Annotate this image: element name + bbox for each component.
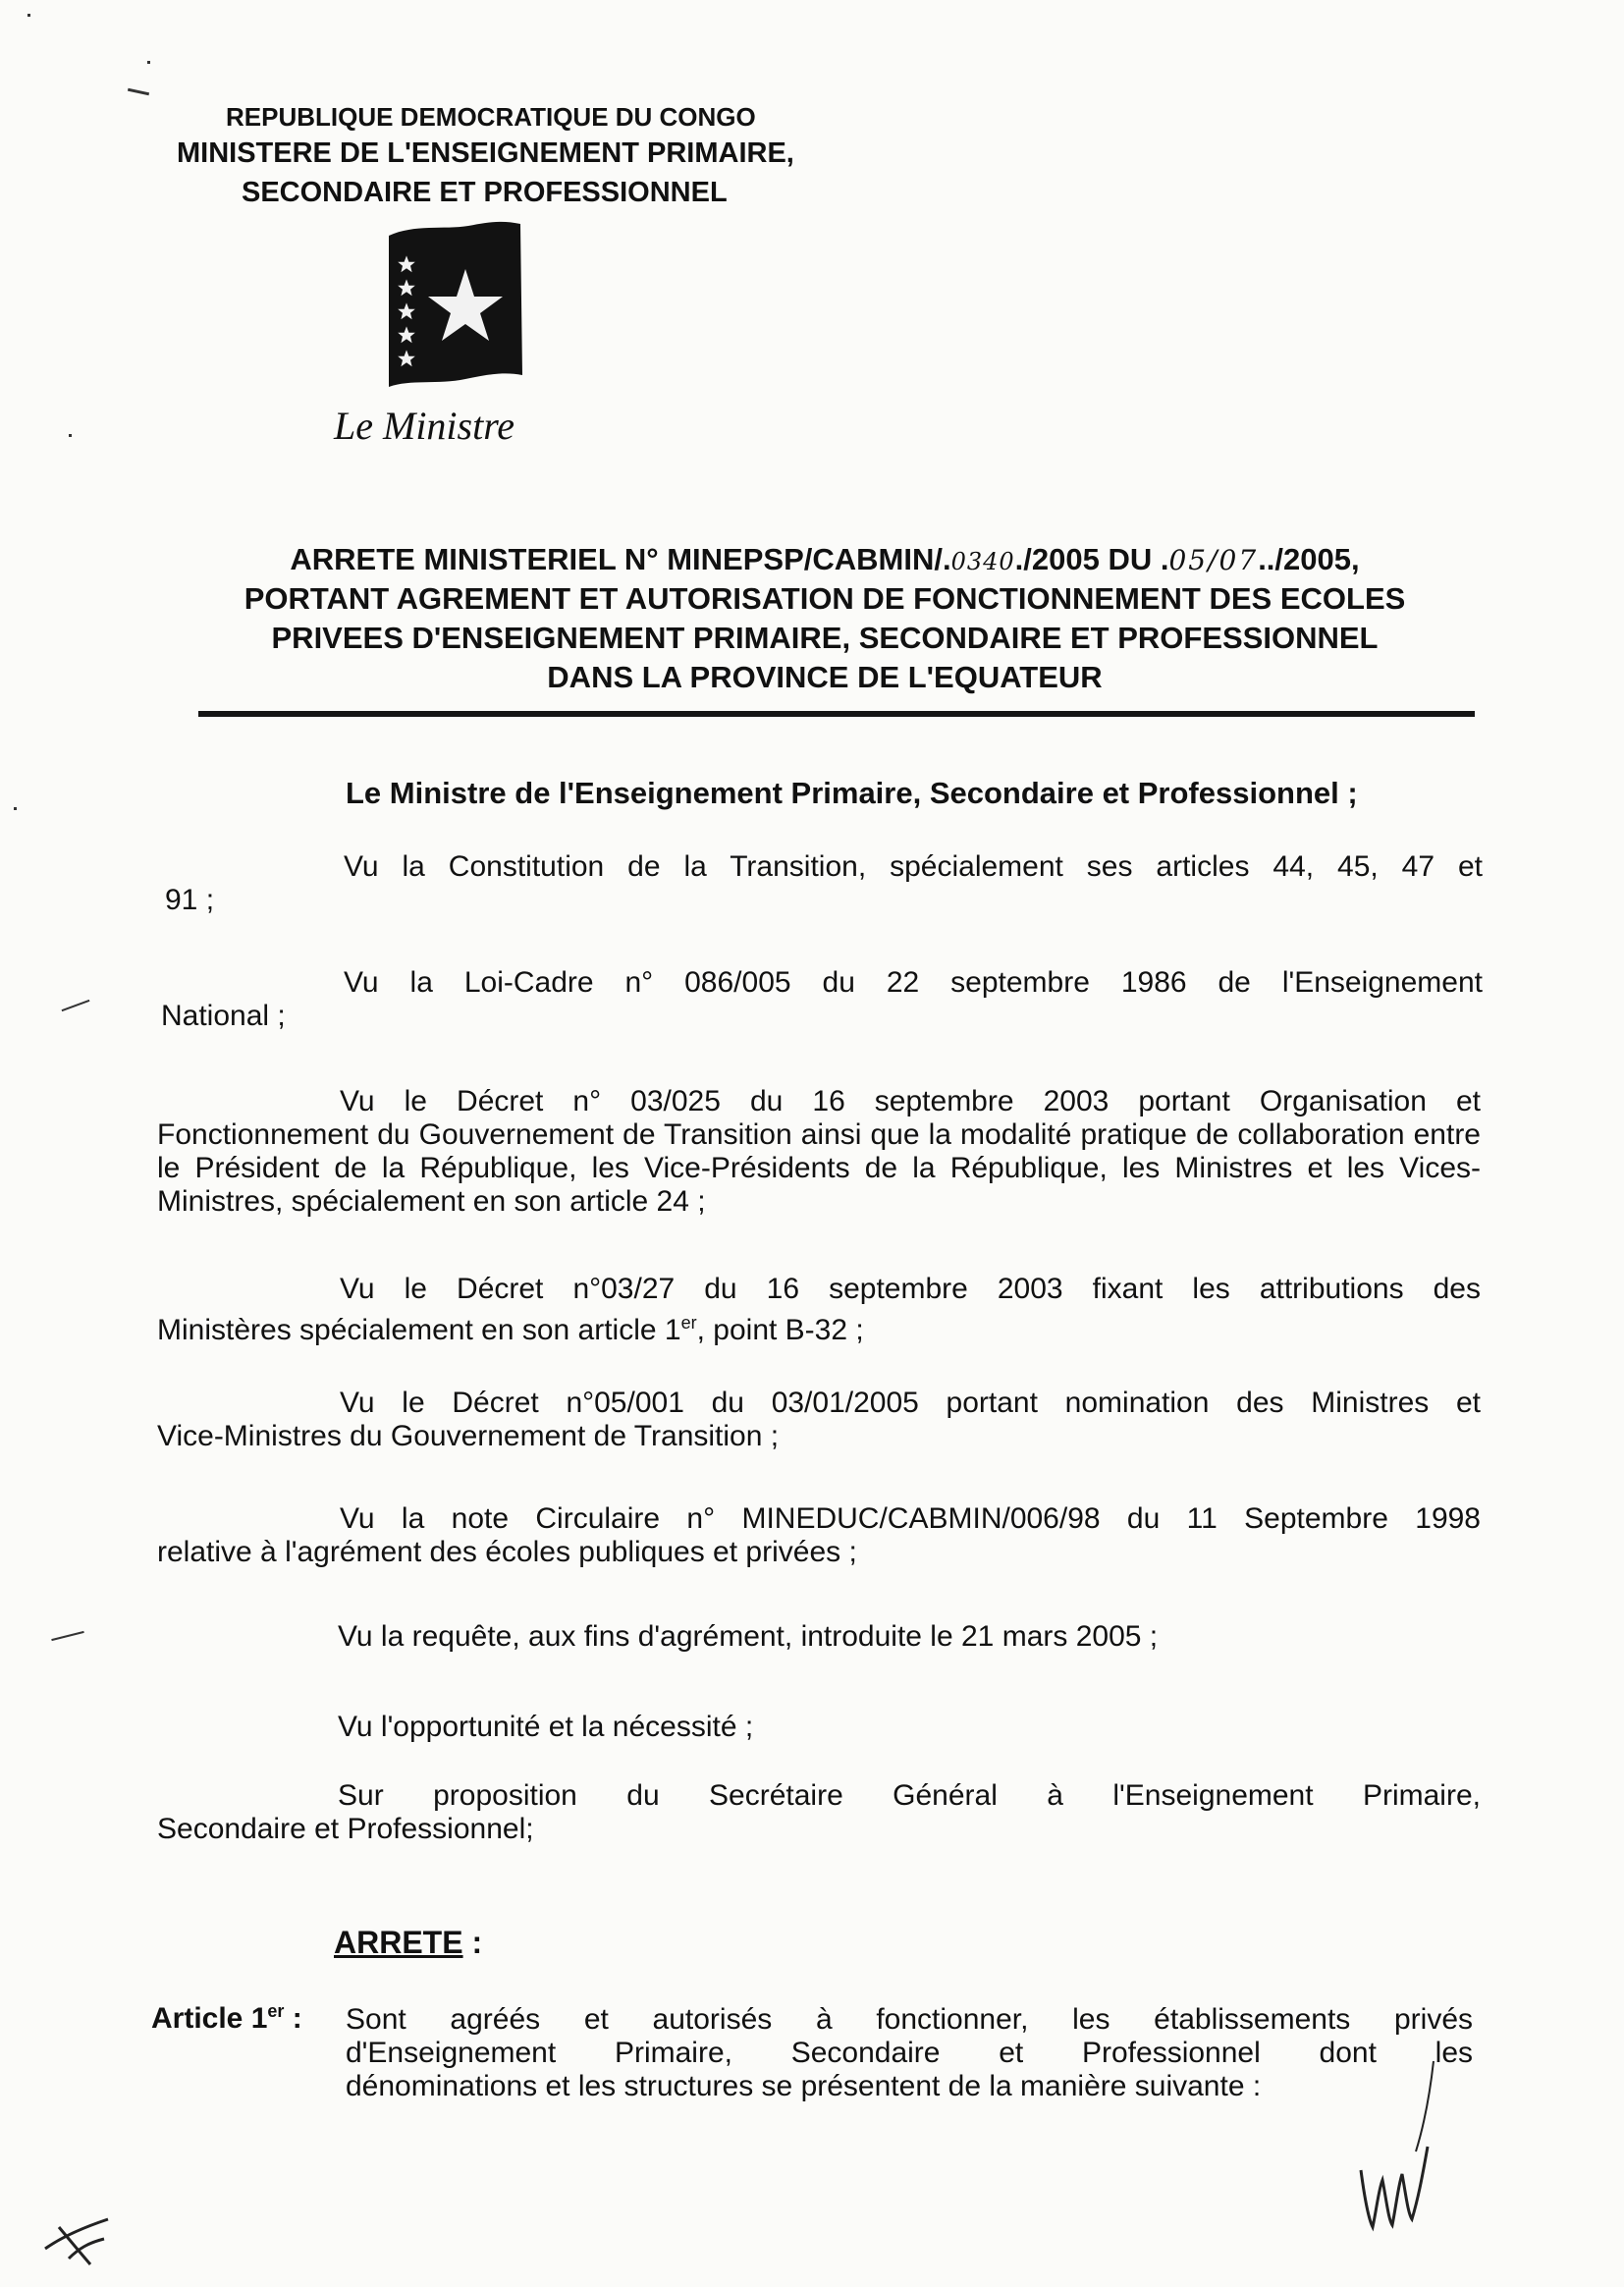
handwritten-decree-date: 05/07	[1168, 544, 1259, 576]
consideration-first-line: Vu la Constitution de la Transition, spécialement ses articles 44, 45, 47 et	[344, 850, 1483, 883]
consideration-first-line: Vu la note Circulaire n° MINEDUC/CABMIN/006/98 du 11 Septembre 1998	[340, 1502, 1481, 1535]
decree-title-prefix: ARRETE MINISTERIEL N° MINEPSP/CABMIN/.	[290, 542, 951, 576]
title-divider	[198, 711, 1475, 717]
scan-mark	[128, 88, 149, 96]
consideration-first-line: Vu le Décret n°03/27 du 16 septembre 2003 fixant les attributions des	[340, 1273, 1481, 1305]
decree-title-suffix: ../2005,	[1258, 542, 1360, 576]
header-ministry: MINISTERE DE L'ENSEIGNEMENT PRIMAIRE,	[177, 137, 794, 169]
drc-flag-star-emblem-icon	[375, 218, 532, 405]
consideration-constitution	[157, 850, 1483, 917]
ordinal-superscript: er	[680, 1313, 697, 1333]
consideration-loi-cadre	[157, 966, 1483, 1033]
decision-heading-word: ARRETE	[334, 1925, 463, 1960]
margin-initials-icon	[39, 2209, 118, 2268]
decree-title-line4: DANS LA PROVINCE DE L'EQUATEUR	[547, 660, 1103, 694]
consideration-decret-05-001	[157, 1387, 1481, 1453]
consideration-decret-03-27	[157, 1273, 1481, 1347]
consideration-first-line: Vu le Décret n°05/001 du 03/01/2005 portant nomination des Ministres et	[340, 1387, 1481, 1419]
decision-heading-colon: :	[462, 1925, 483, 1960]
scan-mark	[62, 1000, 90, 1011]
decree-title-line2: PORTANT AGREMENT ET AUTORISATION DE FONCTIONNEMENT DES ECOLES	[244, 581, 1406, 616]
consideration-note-circulaire	[157, 1502, 1481, 1569]
decree-title-line1	[157, 542, 1492, 577]
consideration-continuation: Vice-Ministres du Gouvernement de Transition ;	[157, 1420, 780, 1452]
header-ministry-sub: SECONDAIRE ET PROFESSIONNEL	[242, 177, 728, 208]
consideration-continuation: Ministères spécialement en son article 1	[157, 1314, 681, 1346]
consideration-opportunite: Vu l'opportunité et la nécessité ;	[338, 1711, 754, 1743]
scan-mark	[14, 807, 17, 810]
article-1-text	[346, 2003, 1473, 2103]
preamble-minister: Le Ministre de l'Enseignement Primaire, Secondaire et Professionnel ;	[346, 776, 1358, 810]
consideration-first-line: Vu la Loi-Cadre n° 086/005 du 22 septembre 1986 de l'Enseignement	[344, 966, 1483, 999]
article-1-label	[151, 2001, 302, 2036]
consideration-requete: Vu la requête, aux fins d'agrément, introduite le 21 mars 2005 ;	[338, 1620, 1159, 1653]
article-line: dénominations et les structures se présentent de la manière suivante :	[346, 2070, 1262, 2102]
handwritten-decree-number: 0340	[950, 548, 1015, 575]
margin-slash-icon	[1410, 2057, 1439, 2155]
scan-mark	[27, 14, 30, 17]
consideration-first-line: Vu le Décret n° 03/025 du 16 septembre 2003 portant Organisation et	[340, 1085, 1481, 1117]
consideration-continuation: Fonctionnement du Gouvernement de Transition ainsi que la modalité pratique de collaboration entre le Président de la République, les Vice-Présidents de la République, les Ministres et les Vices-Ministres, spécialement en son article 24 ;	[157, 1118, 1481, 1218]
scan-mark	[51, 1631, 83, 1641]
article-label-text: Article 1	[151, 2002, 268, 2035]
consideration-continuation: 91 ;	[165, 884, 215, 916]
article-line: Sont agréés et autorisés à fonctionner, les établissements privés	[346, 2003, 1473, 2036]
article-line: d'Enseignement Primaire, Secondaire et Professionnel dont les	[346, 2037, 1473, 2069]
scan-mark	[69, 434, 72, 437]
consideration-proposition	[157, 1779, 1481, 1846]
consideration-continuation: Secondaire et Professionnel;	[157, 1813, 534, 1845]
decree-title-middle: ./2005 DU .	[1014, 542, 1169, 576]
decree-title-line3: PRIVEES D'ENSEIGNEMENT PRIMAIRE, SECONDAIRE ET PROFESSIONNEL	[271, 621, 1379, 655]
article-label-colon: :	[284, 2002, 302, 2035]
office-title: Le Ministre	[334, 404, 515, 448]
consideration-first-line: Sur proposition du Secrétaire Général à l'Enseignement Primaire,	[338, 1779, 1481, 1812]
consideration-continuation: National ;	[161, 1000, 286, 1032]
article-label-superscript: er	[267, 2001, 285, 2021]
scan-mark	[147, 61, 150, 64]
header-republic: REPUBLIQUE DEMOCRATIQUE DU CONGO	[226, 102, 756, 132]
consideration-continuation-end: , point B-32 ;	[696, 1314, 864, 1346]
consideration-decret-03-025	[157, 1085, 1481, 1219]
consideration-continuation: relative à l'agrément des écoles publiques et privées ;	[157, 1536, 857, 1568]
paraph-signature-icon	[1351, 2141, 1439, 2249]
decision-heading	[334, 1925, 482, 1961]
